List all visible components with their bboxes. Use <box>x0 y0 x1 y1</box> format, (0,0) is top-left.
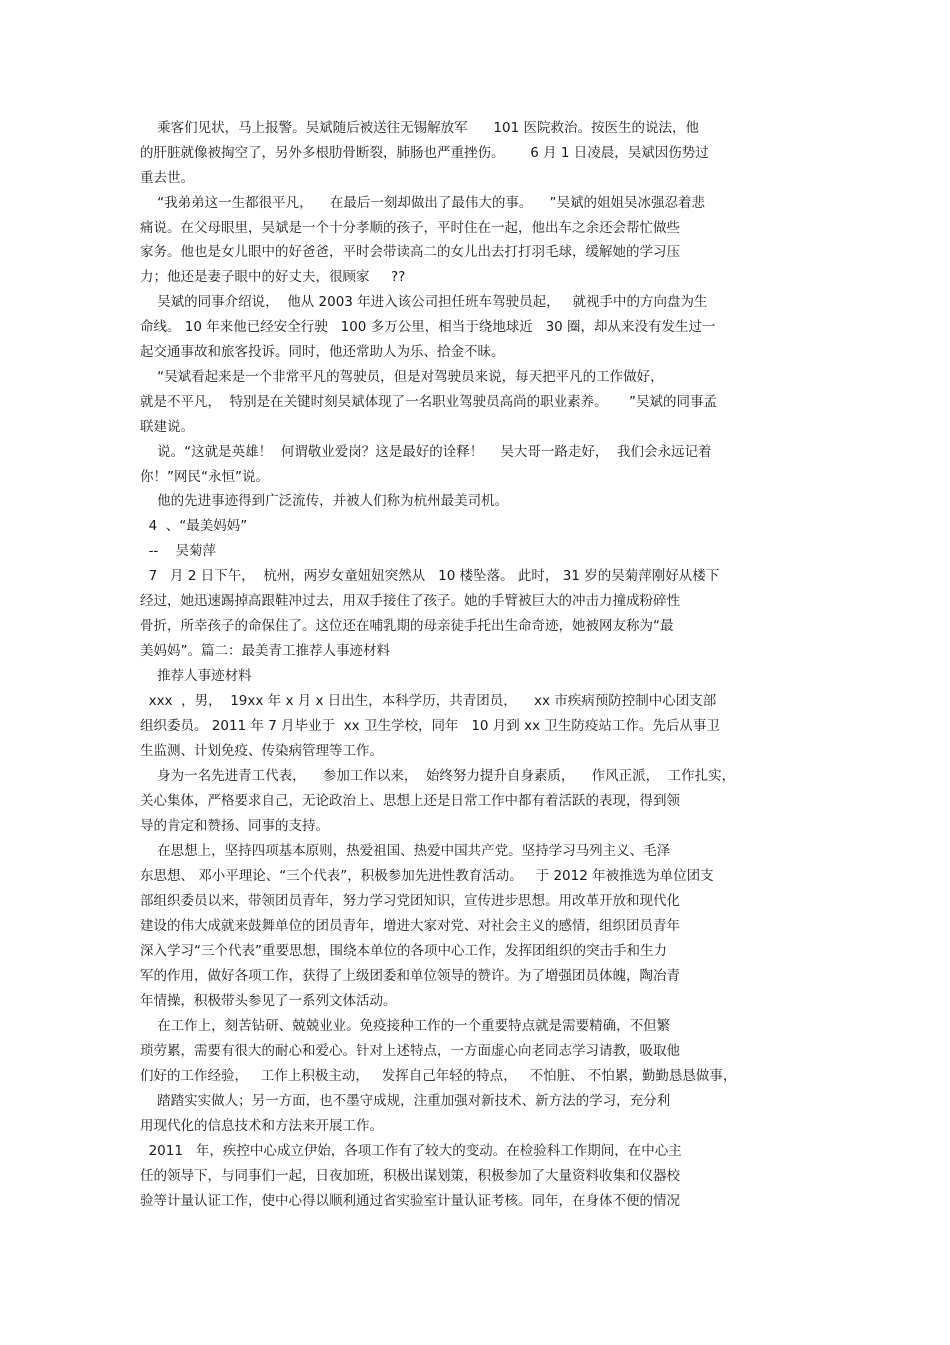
paragraph-line: 踏踏实实做人；另一方面，也不墨守成规，注重加强对新技术、新方法的学习，充分利 <box>140 1093 671 1109</box>
paragraph-line: “我弟弟这一生都很平凡， 在最后一刻却做出了最伟大的事。 ”吴斌的姐姐吴冰强忍着悲 <box>140 195 705 211</box>
paragraph-line: xxx ，男， 19xx 年 x 月 x 日出生，本科学历，共青团员， xx 市疾病预防控制中心团支部 <box>140 693 717 709</box>
paragraph-line: 生监测、计划免疫、传染病管理等工作。 <box>140 743 383 759</box>
paragraph-line: 部组织委员以来，带领团员青年，努力学习党团知识，宣传进步思想。用改革开放和现代化 <box>140 893 680 909</box>
paragraph-line: 验等计量认证工作，使中心得以顺利通过省实验室计量认证考核。同年，在身体不便的情况 <box>140 1193 680 1209</box>
paragraph-line: 就是不平凡， 特别是在关键时刻吴斌体现了一名职业驾驶员高尚的职业素养。 ”吴斌的同事孟 <box>140 394 718 410</box>
paragraph-line: 们好的工作经验， 工作上积极主动， 发挥自己年轻的特点， 不怕脏、 不怕累，勤勤恳恳做事， <box>140 1068 737 1084</box>
paragraph-line: 年情操，积极带头参见了一系列文体活动。 <box>140 993 397 1009</box>
paragraph-line: 说。“这就是英雄！ 何谓敬业爱岗？这是最好的诠释！ 吴大哥一路走好， 我们会永远记着 <box>140 444 712 460</box>
paragraph-line: 建设的伟大成就来鼓舞单位的团员青年，增进大家对党、对社会主义的感情，组织团员青年 <box>140 918 680 934</box>
paragraph-line: 经过，她迅速踢掉高跟鞋冲过去，用双手接住了孩子。她的手臂被巨大的冲击力撞成粉碎性 <box>140 593 680 609</box>
paragraph-line: 联建说。 <box>140 419 194 435</box>
paragraph-line: 在工作上，刻苦钻研、兢兢业业。免疫接种工作的一个重要特点就是需要精确，不但繁 <box>140 1018 671 1034</box>
paragraph-line: 家务。他也是女儿眼中的好爸爸，平时会带读高二的女儿出去打打羽毛球，缓解她的学习压 <box>140 244 680 260</box>
paragraph-line: 痛说。在父母眼里，吴斌是一个十分孝顺的孩子，平时住在一起，他出车之余还会帮忙做些 <box>140 220 680 236</box>
paragraph-line: 的肝脏就像被掏空了，另外多根肋骨断裂，肺肠也严重挫伤。 6 月 1 日凌晨，吴斌因伤势过 <box>140 145 709 161</box>
paragraph-line: 乘客们见状，马上报警。吴斌随后被送往无锡解放军 101 医院救治。按医生的说法，他 <box>140 120 699 136</box>
paragraph-line: -- 吴菊萍 <box>140 543 216 559</box>
paragraph-line: 力；他还是妻子眼中的好丈夫，很顾家 ?? <box>140 269 406 285</box>
paragraph-line: 任的领导下，与同事们一起，日夜加班，积极出谋划策，积极参加了大量资料收集和仪器校 <box>140 1168 680 1184</box>
paragraph-line: 骨折，所幸孩子的命保住了。这位还在哺乳期的母亲徒手托出生命奇迹，她被网友称为“最 <box>140 618 674 634</box>
paragraph-line: 4 、“最美妈妈” <box>140 518 248 534</box>
paragraph-line: 组织委员。 2011 年 7 月毕业于 xx 卫生学校，同年 10 月到 xx 卫生防疫站工作。先后从事卫 <box>140 718 720 734</box>
paragraph-line: 2011 年，疾控中心成立伊始，各项工作有了较大的变动。在检验科工作期间，在中心主 <box>140 1143 682 1159</box>
paragraph-line: 吴斌的同事介绍说， 他从 2003 年进入该公司担任班车驾驶员起， 就视手中的方向盘为生 <box>140 294 708 310</box>
paragraph-line: 命线。 10 年来他已经安全行驶 100 多万公里，相当于绕地球近 30 圈，却从来没有发生过一 <box>140 319 716 335</box>
paragraph-line: 起交通事故和旅客投诉。同时，他还常助人为乐、拾金不昧。 <box>140 344 505 360</box>
paragraph-line: 导的肯定和赞扬、同事的支持。 <box>140 818 329 834</box>
paragraph-line: 美妈妈”。篇二：最美青工推荐人事迹材料 <box>140 643 390 659</box>
paragraph-line: 推荐人事迹材料 <box>140 668 252 684</box>
paragraph-line: 关心集体，严格要求自己，无论政治上、思想上还是日常工作中都有着活跃的表现，得到领 <box>140 793 680 809</box>
paragraph-line: 东思想、 邓小平理论、“三个代表”，积极参加先进性教育活动。 于 2012 年被推选为单位团支 <box>140 868 714 884</box>
paragraph-line: 琐劳累，需要有很大的耐心和爱心。针对上述特点，一方面虚心向老同志学习请教，吸取他 <box>140 1043 680 1059</box>
paragraph-line: 军的作用，做好各项工作，获得了上级团委和单位领导的赞许。为了增强团员体魄，陶冶青 <box>140 968 680 984</box>
paragraph-line: 身为一名先进青工代表， 参加工作以来， 始终努力提升自身素质， 作风正派， 工作扎实， <box>140 768 736 784</box>
paragraph-line: 他的先进事迹得到广泛流传，并被人们称为杭州最美司机。 <box>140 493 509 509</box>
paragraph-line: “吴斌看起来是一个非常平凡的驾驶员，但是对驾驶员来说，每天把平凡的工作做好， <box>140 369 664 385</box>
paragraph-line: 在思想上，坚持四项基本原则，热爱祖国、热爱中国共产党。坚持学习马列主义、毛泽 <box>140 843 671 859</box>
paragraph-line: 重去世。 <box>140 170 194 186</box>
paragraph-line: 用现代化的信息技术和方法来开展工作。 <box>140 1118 383 1134</box>
paragraph-line: 深入学习“三个代表”重要思想，围绕本单位的各项中心工作，发挥团组织的突击手和生力 <box>140 943 667 959</box>
paragraph-line: 你！”网民“永恒”说。 <box>140 469 269 485</box>
paragraph-line: 7 月 2 日下午， 杭州，两岁女童妞妞突然从 10 楼坠落。 此时， 31 岁的吴菊萍刚好从楼下 <box>140 568 720 584</box>
